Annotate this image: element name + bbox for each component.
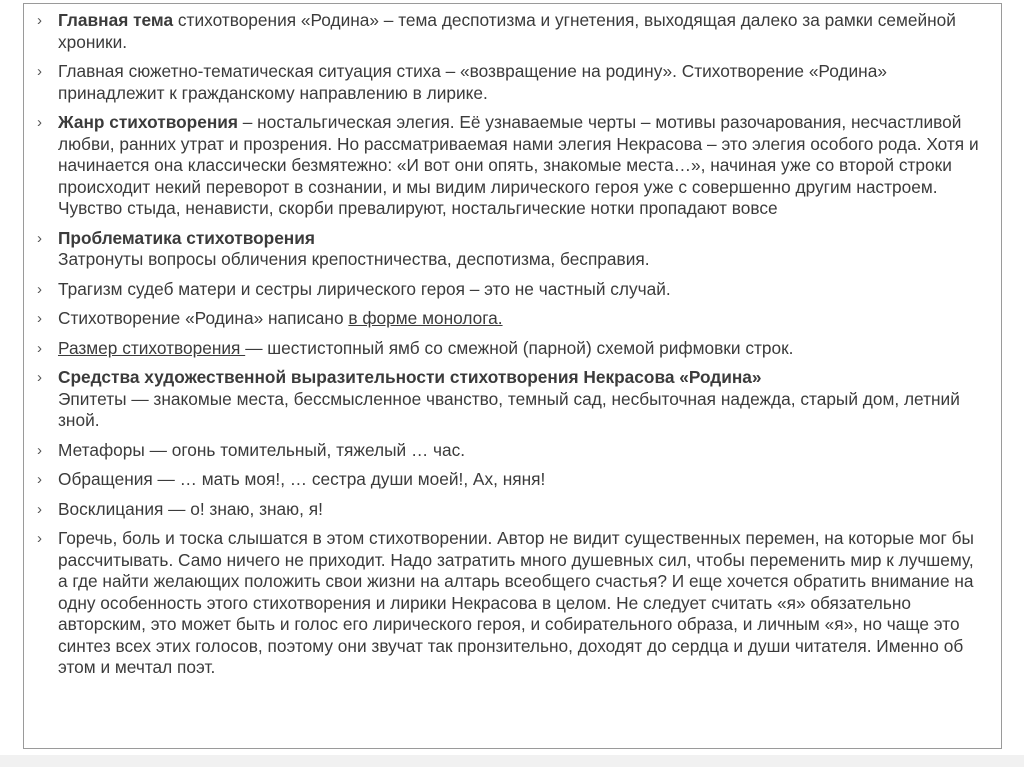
- bullet-arrow-icon: ›: [37, 310, 42, 327]
- item-text: Обращения — … мать моя!, … сестра души моей!, Ах, няня!: [58, 469, 546, 489]
- bullet-list: [34, 10, 979, 679]
- bullet-arrow-icon: ›: [37, 441, 42, 459]
- list-item-addresses: [34, 469, 979, 491]
- bullet-arrow-icon: ›: [37, 63, 42, 80]
- item-lead: Средства художественной выразительности стихотворения Некрасова «Родина»: [58, 367, 762, 387]
- list-item-monologue: [34, 308, 979, 330]
- item-lead: Проблематика стихотворения: [58, 227, 315, 248]
- item-text: — шестистопный ямб со смежной (парной) схемой рифмовки строк.: [245, 337, 794, 358]
- list-item-problems: [34, 228, 979, 271]
- item-text: Стихотворение «Родина» написано: [58, 308, 349, 328]
- item-text: Главная сюжетно-тематическая ситуация стиха – «возвращение на родину». Стихотворение «Родина» принадлежит к гражданскому направлению в лирике.: [58, 61, 887, 103]
- item-underlined: в форме монолога.: [348, 308, 503, 328]
- bullet-arrow-icon: ›: [37, 471, 42, 488]
- item-text: Метафоры — огонь томительный, тяжелый … час.: [58, 439, 466, 460]
- bullet-arrow-icon: ›: [37, 280, 42, 298]
- item-underlined: Размер стихотворения: [58, 337, 246, 358]
- list-item-genre: [34, 112, 979, 220]
- list-item-meter: [34, 338, 979, 360]
- list-item-tragedy: [34, 279, 979, 301]
- bullet-arrow-icon: ›: [37, 114, 42, 131]
- list-item-conclusion: [34, 528, 979, 679]
- slide-content: [34, 10, 979, 744]
- bottom-strip: [0, 755, 1024, 767]
- bullet-arrow-icon: ›: [37, 369, 42, 386]
- item-text: стихотворения «Родина» – тема деспотизма и угнетения, выходящая далеко за рамки семейной хроники.: [58, 10, 956, 52]
- bullet-arrow-icon: ›: [37, 229, 42, 247]
- bullet-arrow-icon: ›: [37, 530, 42, 547]
- list-item-plot-situation: [34, 61, 979, 104]
- item-text: Горечь, боль и тоска слышатся в этом стихотворении. Автор не видит существенных перемен, на которые мог бы рассчитывать. Само ничего не приходит. Надо затратить много душевных сил, чтобы переменить мир к лучшему, а где найти желающих положить свои жизни на алтарь всеобщего счастья? И еще хочется обратить внимание на одну особенность этого стихотворения и лирики Некрасова в целом. Не следует считать «я» обязательно авторским, это может быть и голос его лирического героя, и собирательного образа, и личным «я», но чаще это синтез всех этих голосов, поэтому они звучат так пронзительно, доходят до сердца и души читателя. Именно об этом и мечтал поэт.: [58, 528, 974, 677]
- list-item-exclamations: [34, 499, 979, 521]
- item-text: Затронуты вопросы обличения крепостничества, деспотизма, бесправия.: [58, 249, 650, 269]
- bullet-arrow-icon: ›: [37, 500, 42, 518]
- bullet-arrow-icon: ›: [37, 12, 42, 29]
- list-item-metaphors: [34, 440, 979, 462]
- item-text: – ностальгическая элегия. Её узнаваемые черты – мотивы разочарования, несчастливой любви, ранних утрат и прозрения. Но рассматриваемая нами элегия Некрасова – это элегия особого рода. Хотя и начинается она классически безмятежно: «И вот они опять, знакомые места…», начиная уже со второй строки происходит некий переворот в сознании, и мы видим лирического героя уже с совершенно другим настроем. Чувство стыда, ненависти, скорби превалируют, ностальгические нотки пропадают вовсе: [58, 112, 979, 218]
- item-lead: Жанр стихотворения: [58, 112, 238, 132]
- bullet-arrow-icon: ›: [37, 339, 42, 357]
- list-item-main-theme: [34, 10, 979, 53]
- list-item-means: [34, 367, 979, 432]
- item-text: Трагизм судеб матери и сестры лирического героя – это не частный случай.: [58, 278, 671, 299]
- item-text: Эпитеты — знакомые места, бессмысленное чванство, темный сад, несбыточная надежда, старый дом, летний зной.: [58, 388, 960, 430]
- item-text: Восклицания — о! знаю, знаю, я!: [58, 498, 323, 519]
- item-lead: Главная тема: [58, 10, 174, 30]
- slide-frame: [23, 3, 1002, 749]
